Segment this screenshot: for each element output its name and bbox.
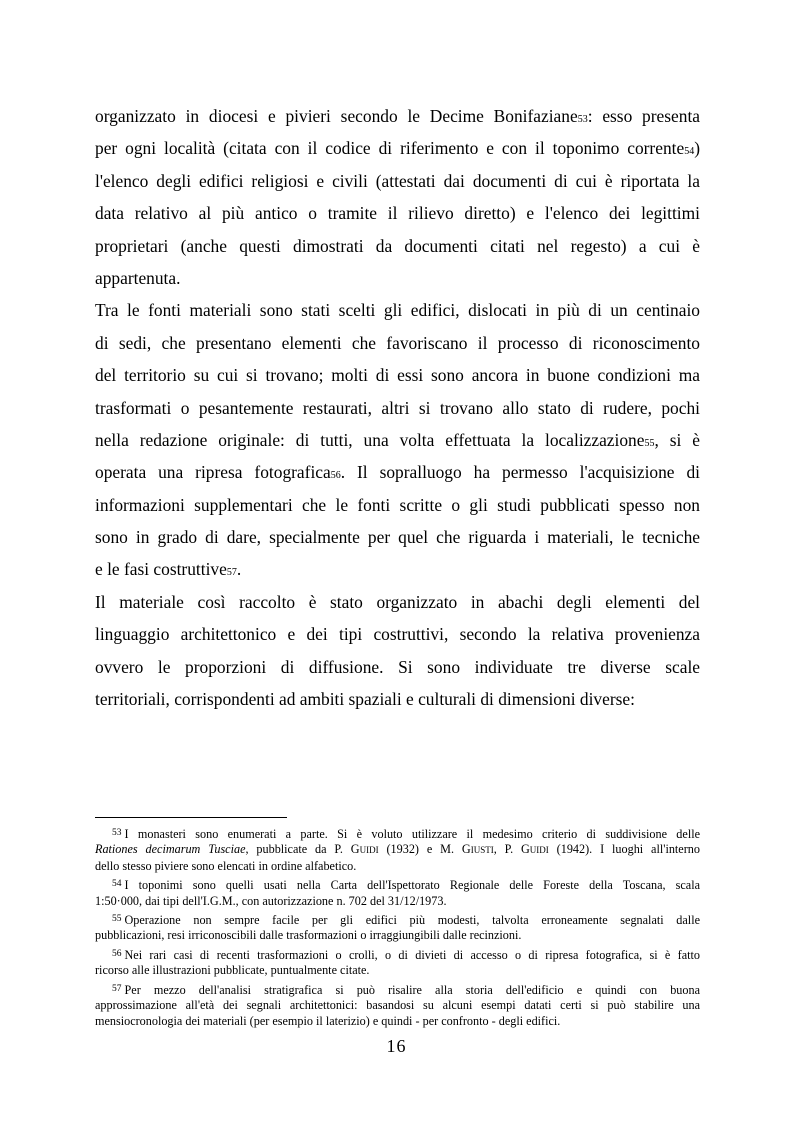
- text-run: operata una ripresa fotografica: [95, 462, 331, 483]
- text-run: ): [694, 138, 700, 159]
- footnote-line: ricorso alle illustrazioni pubblicate, puntualmente citate.: [95, 963, 370, 978]
- footnote-reference: 57: [226, 567, 237, 579]
- footnote-reference: 55: [644, 437, 655, 449]
- text-line: Il materiale così raccolto è stato organizzato in abachi degli elementi del: [95, 591, 700, 612]
- text-run: , P.: [493, 842, 521, 857]
- footnote-reference: 53: [577, 114, 588, 125]
- text-run: (1942). I luoghi all'interno: [548, 842, 700, 857]
- text-run: Per mezzo dell'analisi stratigrafica si può risalire alla storia dell'edificio e quindi con buona: [124, 982, 700, 997]
- author-name: Giusti: [461, 842, 494, 857]
- footnote-number: 55: [112, 913, 122, 924]
- text-line: [95, 424, 700, 456]
- text-run: , si è: [654, 429, 700, 450]
- footnote-line: [95, 981, 700, 997]
- text-line: Tra le fonti materiali sono stati scelti gli edifici, dislocati in più di un centinaio: [95, 300, 700, 321]
- text-line: [95, 100, 700, 132]
- footnote-line: pubblicazioni, resi irriconoscibili dalle trasformazioni o irraggiungibili dalle recinzioni.: [95, 928, 522, 943]
- text-line: l'elenco degli edifici religiosi e civili (attestati dai documenti di cui è riportata la: [95, 170, 700, 191]
- footnote-54: [95, 876, 700, 909]
- footnote-reference: 56: [330, 470, 341, 482]
- author-name: Guidi: [521, 842, 549, 857]
- text-line: linguaggio architettonico e dei tipi costruttivi, secondo la relativa provenienza: [95, 624, 700, 645]
- author-name: Guidi: [350, 842, 379, 857]
- footnote-53: [95, 825, 700, 874]
- footnote-57: [95, 981, 700, 1030]
- text-line: del territorio su cui si trovano; molti di essi sono ancora in buone condizioni ma: [95, 365, 700, 386]
- body-text: [95, 100, 700, 715]
- italic-title: Rationes decimarum Tusciae: [95, 842, 246, 857]
- text-line: ovvero le proporzioni di diffusione. Si sono individuate tre diverse scale: [95, 656, 700, 677]
- page-number: 16: [386, 1036, 407, 1056]
- footnote-number: 56: [112, 948, 122, 959]
- footnote-line: approssimazione all'età dei segnali architettonici: basandosi su alcuni esempi datati certi si può stabilire una: [95, 997, 700, 1012]
- footnotes: [95, 825, 700, 1032]
- text-run: (1932) e M.: [378, 842, 462, 857]
- footnote-separator: [95, 817, 287, 818]
- text-run: e le fasi costruttive: [95, 559, 227, 580]
- text-line: sono in grado di dare, specialmente per quel che riguarda i materiali, le tecniche: [95, 527, 700, 548]
- text-line: di sedi, che presentano elementi che favoriscano il processo di riconoscimento: [95, 332, 700, 353]
- footnote-line: dello stesso piviere sono elencati in ordine alfabetico.: [95, 858, 357, 873]
- text-run: . Il sopralluogo ha permesso l'acquisizione di: [340, 462, 700, 483]
- text-line: [95, 456, 700, 488]
- footnote-number: 57: [112, 983, 122, 994]
- text-run: organizzato in diocesi e pivieri secondo le Decime Bonifaziane: [95, 106, 578, 126]
- text-run: .: [236, 559, 242, 580]
- text-run: I toponimi sono quelli usati nella Carta dell'Ispettorato Regionale delle Foreste della Toscana, scala: [124, 878, 700, 893]
- footnote-line: [95, 876, 700, 892]
- text-line: trasformati o pesantemente restaurati, altri si trovano allo stato di rudere, pochi: [95, 397, 700, 418]
- text-run: Nei rari casi di recenti trasformazioni o crolli, o di divieti di accesso o di ripresa fotografica, si è fatto: [124, 947, 700, 962]
- footnote-line: [95, 946, 700, 962]
- footnote-number: 53: [112, 828, 122, 838]
- text-line: [95, 553, 700, 585]
- text-run: per ogni località (citata con il codice di riferimento e con il toponimo corrente: [95, 138, 685, 159]
- text-run: Operazione non sempre facile per gli edifici più modesti, talvolta erroneamente segnalati dalle: [124, 912, 700, 927]
- footnote-line: [95, 911, 700, 927]
- text-line: appartenuta.: [95, 267, 181, 288]
- footnote-reference: 54: [684, 146, 695, 158]
- text-run: , pubblicate da P.: [245, 842, 351, 857]
- text-line: proprietari (anche questi dimostrati da documenti citati nel regesto) a cui è: [95, 235, 700, 256]
- footnote-line: [95, 825, 700, 841]
- text-line: data relativo al più antico o tramite il rilievo diretto) e l'elenco dei legittimi: [95, 203, 700, 224]
- text-run: nella redazione originale: di tutti, una volta effettuata la localizzazione: [95, 429, 645, 450]
- text-run: I monasteri sono enumerati a parte. Si è voluto utilizzare il medesimo criterio di suddivisione delle: [124, 827, 700, 841]
- text-line: territoriali, corrispondenti ad ambiti spaziali e culturali di dimensioni diverse:: [95, 689, 635, 710]
- footnote-55: [95, 911, 700, 944]
- footnote-56: [95, 946, 700, 979]
- footnote-line: [95, 841, 700, 857]
- footnote-line: mensiocronologia dei materiali (per esempio il laterizio) e quindi - per confronto - degli edifici.: [95, 1014, 561, 1029]
- text-line: [95, 132, 700, 164]
- footnote-line: 1:50·000, dai tipi dell'I.G.M., con autorizzazione n. 702 del 31/12/1973.: [95, 893, 447, 908]
- text-line: informazioni supplementari che le fonti scritte o gli studi pubblicati spesso non: [95, 494, 700, 515]
- text-run: : esso presenta: [587, 106, 700, 126]
- footnote-number: 54: [112, 879, 122, 890]
